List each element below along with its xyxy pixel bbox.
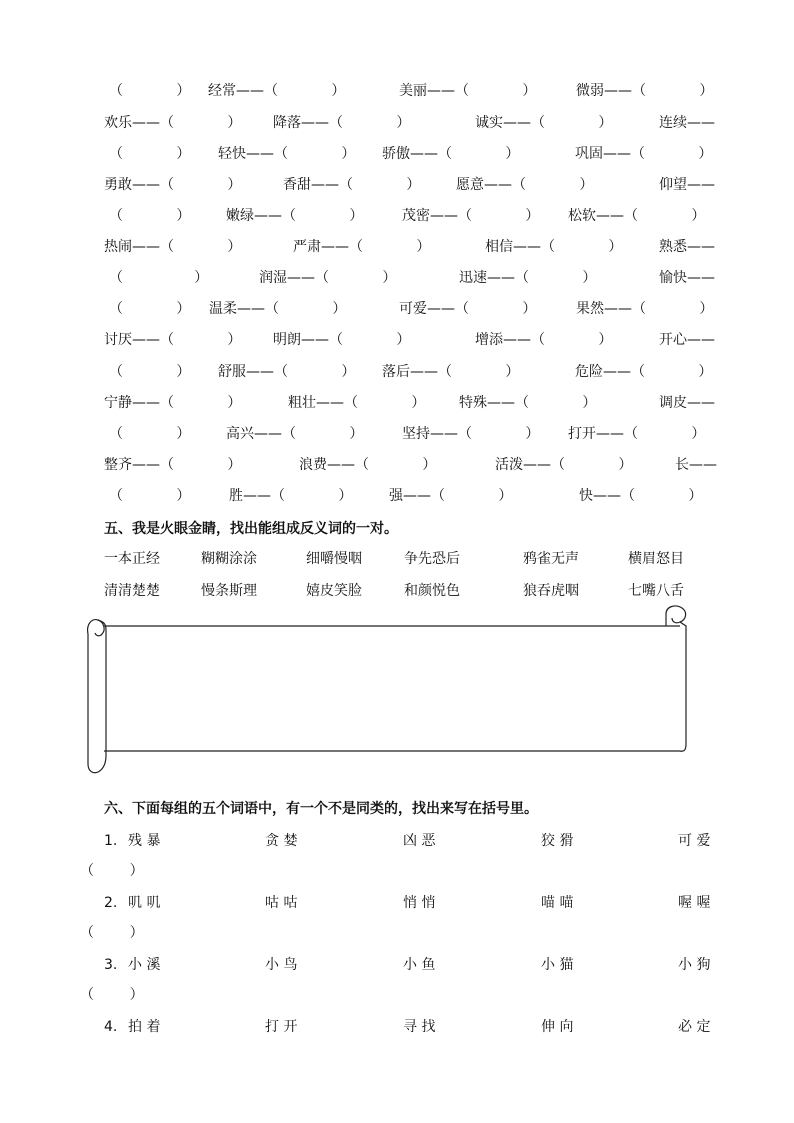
- antonym-item[interactable]: 特殊——（ ）: [459, 395, 597, 411]
- antonym-item[interactable]: 巩固——（ ）: [575, 146, 713, 162]
- group-word: 喵 喵: [541, 895, 574, 911]
- group-word: 狡 猾: [541, 833, 574, 849]
- antonym-item[interactable]: 熟悉——: [659, 239, 715, 255]
- group-number: 2.: [104, 895, 118, 911]
- antonym-item[interactable]: 欢乐——（ ）: [104, 115, 242, 131]
- group-word: 叽 叽: [128, 895, 161, 911]
- idiom-item: 狼吞虎咽: [523, 583, 579, 599]
- group-word: 小 鸟: [265, 957, 298, 973]
- antonym-item[interactable]: 轻快——（ ）: [218, 146, 356, 162]
- antonym-item[interactable]: 骄傲——（ ）: [382, 146, 520, 162]
- answer-blank[interactable]: （ ）: [80, 863, 144, 879]
- group-word: 小 鱼: [403, 957, 436, 973]
- antonym-item[interactable]: （ ）: [109, 208, 191, 224]
- antonym-item[interactable]: 润湿——（ ）: [259, 270, 397, 286]
- antonym-item[interactable]: （ ）: [109, 146, 191, 162]
- idiom-item: 七嘴八舌: [628, 583, 684, 599]
- group-number: 3.: [104, 957, 118, 973]
- group-word: 拍 着: [128, 1019, 161, 1035]
- section-6-title: 六、下面每组的五个词语中，有一个不是同类的，找出来写在括号里。: [104, 801, 538, 817]
- group-word: 喔 喔: [678, 895, 711, 911]
- antonym-item[interactable]: 嫩绿——（ ）: [226, 208, 364, 224]
- group-word: 寻 找: [403, 1019, 436, 1035]
- idiom-item: 鸦雀无声: [523, 551, 579, 567]
- idiom-item: 细嚼慢咽: [306, 551, 362, 567]
- group-word: 小 猫: [541, 957, 574, 973]
- idiom-item: 慢条斯理: [201, 583, 257, 599]
- group-word: 小 溪: [128, 957, 161, 973]
- antonym-item[interactable]: （ ）: [109, 364, 191, 380]
- antonym-item[interactable]: 坚持——（ ）: [402, 426, 540, 442]
- idiom-item: 嬉皮笑脸: [306, 583, 362, 599]
- antonym-item[interactable]: 松软——（ ）: [568, 208, 706, 224]
- group-word: 必 定: [678, 1019, 711, 1035]
- antonym-item[interactable]: 整齐——（ ）: [104, 457, 242, 473]
- antonym-item[interactable]: 打开——（ ）: [568, 426, 706, 442]
- antonym-item[interactable]: 连续——: [659, 115, 715, 131]
- antonym-item[interactable]: （ ）: [109, 301, 191, 317]
- antonym-item[interactable]: 香甜——（ ）: [283, 177, 421, 193]
- antonym-item[interactable]: 愉快——: [659, 270, 715, 286]
- group-word: 小 狗: [678, 957, 711, 973]
- antonym-item[interactable]: 强——（ ）: [389, 488, 513, 504]
- antonym-item[interactable]: 温柔——（ ）: [209, 301, 347, 317]
- group-word: 残 暴: [128, 833, 161, 849]
- antonym-item[interactable]: 诚实——（ ）: [475, 115, 613, 131]
- idiom-item: 争先恐后: [404, 551, 460, 567]
- answer-blank[interactable]: （ ）: [80, 925, 144, 941]
- antonym-item[interactable]: 长——: [675, 457, 717, 473]
- group-number: 1.: [104, 833, 118, 849]
- idiom-item: 糊糊涂涂: [201, 551, 257, 567]
- antonym-item[interactable]: 高兴——（ ）: [226, 426, 364, 442]
- answer-blank[interactable]: （ ）: [80, 987, 144, 1003]
- group-number: 4.: [104, 1019, 118, 1035]
- antonym-item[interactable]: 宁静——（ ）: [104, 395, 242, 411]
- antonym-item[interactable]: 勇敢——（ ）: [104, 177, 242, 193]
- group-word: 咕 咕: [265, 895, 298, 911]
- group-word: 贪 婪: [265, 833, 298, 849]
- antonym-item[interactable]: 降落——（ ）: [273, 115, 411, 131]
- group-word: 悄 悄: [403, 895, 436, 911]
- group-word: 凶 恶: [403, 833, 436, 849]
- idiom-item: 和颜悦色: [404, 583, 460, 599]
- antonym-item[interactable]: 粗壮——（ ）: [288, 395, 426, 411]
- antonym-item[interactable]: 危险——（ ）: [575, 364, 713, 380]
- antonym-item[interactable]: 舒服——（ ）: [218, 364, 356, 380]
- antonym-item[interactable]: 严肃——（ ）: [293, 239, 431, 255]
- antonym-item[interactable]: 胜——（ ）: [229, 488, 353, 504]
- antonym-item[interactable]: 开心——: [659, 332, 715, 348]
- idiom-item: 横眉怒目: [628, 551, 684, 567]
- idiom-item: 一本正经: [104, 551, 160, 567]
- idiom-item: 清清楚楚: [104, 583, 160, 599]
- antonym-item[interactable]: 快——（ ）: [579, 488, 703, 504]
- antonym-item[interactable]: 果然——（ ）: [576, 301, 714, 317]
- antonym-item[interactable]: （ ）: [109, 83, 191, 99]
- antonym-item[interactable]: 热闹——（ ）: [104, 239, 242, 255]
- antonym-item[interactable]: 美丽——（ ）: [399, 83, 537, 99]
- antonym-item[interactable]: 浪费——（ ）: [299, 457, 437, 473]
- antonym-item[interactable]: 明朗——（ ）: [273, 332, 411, 348]
- antonym-item[interactable]: 愿意——（ ）: [456, 177, 594, 193]
- antonym-item[interactable]: 增添——（ ）: [475, 332, 613, 348]
- antonym-item[interactable]: （ ）: [109, 426, 191, 442]
- antonym-item[interactable]: 茂密——（ ）: [402, 208, 540, 224]
- antonym-item[interactable]: （ ）: [109, 488, 191, 504]
- antonym-item[interactable]: 微弱——（ ）: [576, 83, 714, 99]
- antonym-item[interactable]: 可爱——（ ）: [399, 301, 537, 317]
- antonym-item[interactable]: 调皮——: [659, 395, 715, 411]
- antonym-item[interactable]: 经常——（ ）: [208, 83, 346, 99]
- section-5-title: 五、我是火眼金睛，找出能组成反义词的一对。: [104, 521, 398, 537]
- antonym-item[interactable]: 相信——（ ）: [485, 239, 623, 255]
- group-word: 打 开: [265, 1019, 298, 1035]
- group-word: 可 爱: [678, 833, 711, 849]
- antonym-item[interactable]: 仰望——: [659, 177, 715, 193]
- antonym-item[interactable]: 活泼——（ ）: [495, 457, 633, 473]
- answer-scroll-box[interactable]: [84, 604, 694, 776]
- antonym-item[interactable]: 迅速——（ ）: [459, 270, 597, 286]
- antonym-item[interactable]: 落后——（ ）: [382, 364, 520, 380]
- antonym-item[interactable]: （ ）: [109, 270, 209, 286]
- antonym-item[interactable]: 讨厌——（ ）: [104, 332, 242, 348]
- group-word: 伸 向: [541, 1019, 574, 1035]
